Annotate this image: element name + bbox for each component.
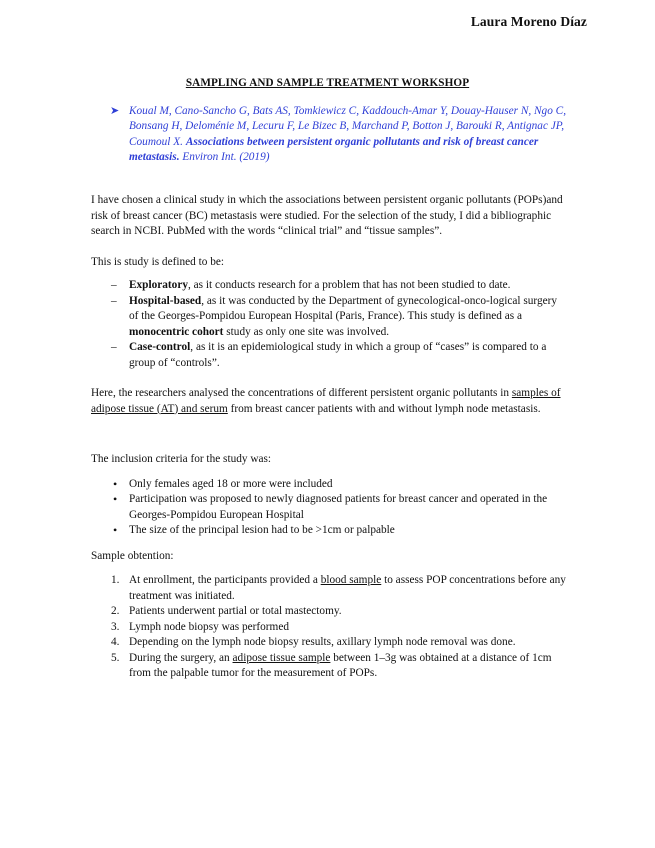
- sample-steps-list: [91, 573, 566, 682]
- analysis-paragraph: Here, the researchers analysed the concentrations of different persistent organic pollutants in samples of adipose tissue (AT) and serum from breast cancer patients with and without lymph node metastasis.: [91, 387, 561, 415]
- dash-marker: –: [111, 279, 117, 291]
- study-type-list: [91, 278, 566, 371]
- bullet-icon: •: [113, 492, 118, 506]
- dash-marker: –: [111, 294, 117, 307]
- list-item: 3. Lymph node biopsy was performed: [111, 620, 290, 633]
- sample-heading: Sample obtention:: [91, 549, 174, 562]
- document-body: [91, 193, 566, 682]
- arrow-bullet-icon: ➤: [110, 105, 120, 117]
- list-item: – Case-control, as it is an epidemiological study in which a group of “cases” is compared to a group of “controls”.: [111, 341, 547, 369]
- reference-journal: Environ Int. (2019): [182, 150, 270, 163]
- list-item: 2. Patients underwent partial or total mastectomy.: [111, 605, 342, 617]
- intro-paragraph: I have chosen a clinical study in which the associations between persistent organic pollutants (POPs)and risk of breast cancer (BC) metastasis were studied. For the selection of the study, I did a bibliographic search in NCBI. PubMed with the words “clinical trial” and “tissue samples”.: [91, 194, 563, 237]
- bullet-icon: •: [113, 523, 118, 537]
- list-item: • The size of the principal lesion had to be >1cm or palpable: [113, 523, 395, 537]
- author-name: Laura Moreno Díaz: [470, 14, 587, 29]
- inclusion-list: [91, 477, 566, 539]
- list-item: • Participation was proposed to newly diagnosed patients for breast cancer and operated in the Georges-Pompidou European Hospital: [113, 492, 548, 521]
- list-item: – Exploratory, as it conducts research for a problem that has not been studied to date.: [91, 278, 566, 294]
- list-item: 5. During the surgery, an adipose tissue sample between 1–3g was obtained at a distance of 1cm from the palpable tumor for the measurement of POPs.: [111, 651, 552, 679]
- inclusion-heading: The inclusion criteria for the study was:: [91, 453, 272, 465]
- dash-marker: –: [111, 341, 117, 353]
- list-item: 1. At enrollment, the participants provided a blood sample to assess POP concentrations before any treatment was initiated.: [111, 574, 566, 602]
- reference-article-title: Associations between persistent organic pollutants and risk of breast cancer metastasis.: [129, 135, 539, 163]
- list-item: 4. Depending on the lymph node biopsy results, axillary lymph node removal was done.: [111, 636, 516, 648]
- defined-intro: This is study is defined to be:: [91, 255, 225, 268]
- list-item: – Hospital-based, as it was conducted by the Department of gynecological-onco-logical surgery of the Georges-Pompidou European Hospital (Paris, France). This study is defined as a monocentric cohort study as only one site was involved.: [111, 294, 558, 338]
- reference-authors: Koual M, Cano-Sancho G, Bats AS, Tomkiewicz C, Kaddouch-Amar Y, Douay-Hauser N, Ngo C, Bonsang H, Deloménie M, Lecuru F, Le Bizec B, Marchand P, Botton J, Barouki R, Antignac JP, Coumoul X.: [129, 105, 567, 148]
- bullet-icon: •: [113, 476, 118, 491]
- list-item: • Only females aged 18 or more were included: [113, 476, 333, 491]
- document-title: SAMPLING AND SAMPLE TREATMENT WORKSHOP: [185, 77, 470, 89]
- reference-citation: [110, 104, 570, 165]
